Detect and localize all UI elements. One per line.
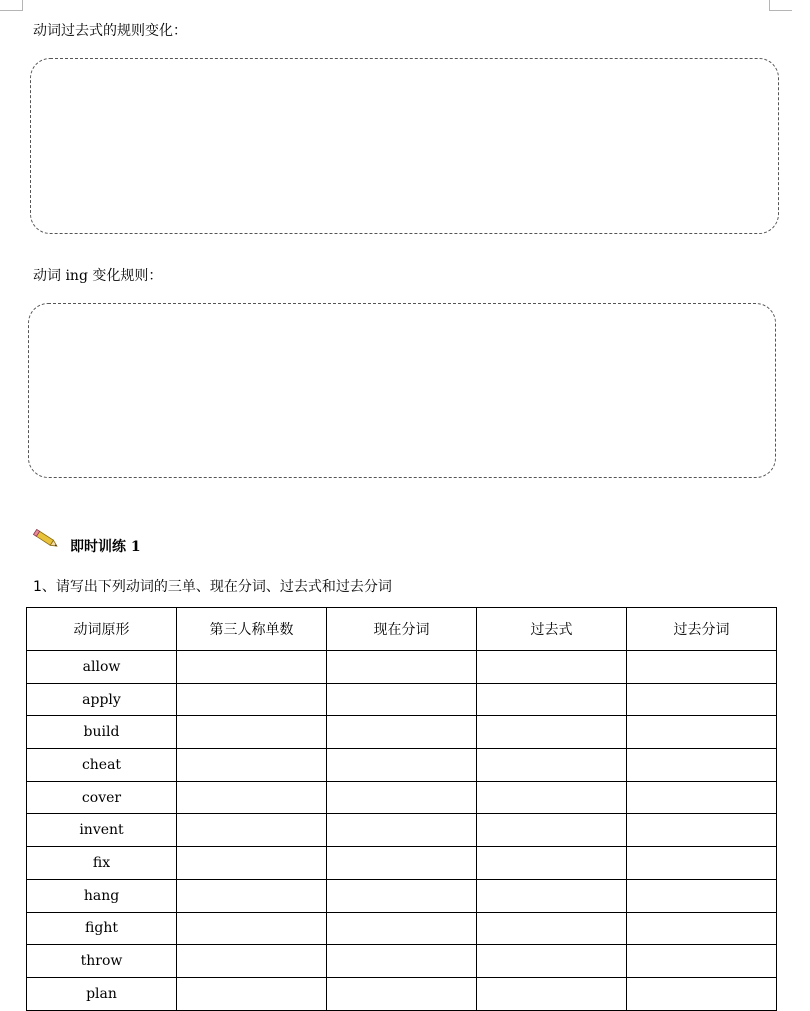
ing-rules-heading-suffix: 变化规则： — [87, 268, 163, 284]
third-person-singular-answer-cell[interactable] — [177, 749, 327, 782]
verb-base-form-cell: cover — [27, 781, 177, 814]
past-participle-answer-cell[interactable] — [627, 977, 777, 1010]
present-participle-answer-cell[interactable] — [327, 945, 477, 978]
verb-base-form-cell: fix — [27, 847, 177, 880]
ing-rules-heading — [33, 267, 162, 285]
table-row — [27, 912, 777, 945]
past-tense-answer-cell[interactable] — [477, 912, 627, 945]
table-row — [27, 945, 777, 978]
present-participle-answer-cell[interactable] — [327, 651, 477, 684]
past-participle-answer-cell[interactable] — [627, 945, 777, 978]
third-person-singular-answer-cell[interactable] — [177, 814, 327, 847]
third-person-singular-answer-cell[interactable] — [177, 912, 327, 945]
third-person-singular-answer-cell[interactable] — [177, 781, 327, 814]
past-participle-answer-cell[interactable] — [627, 749, 777, 782]
past-tense-answer-cell[interactable] — [477, 879, 627, 912]
past-participle-answer-cell[interactable] — [627, 716, 777, 749]
past-participle-answer-cell[interactable] — [627, 683, 777, 716]
past-participle-answer-cell[interactable] — [627, 847, 777, 880]
table-row — [27, 749, 777, 782]
verb-base-form-cell: allow — [27, 651, 177, 684]
past-tense-answer-cell[interactable] — [477, 814, 627, 847]
table-row — [27, 879, 777, 912]
past-tense-answer-cell[interactable] — [477, 716, 627, 749]
table-header-row — [27, 608, 777, 651]
third-person-singular-answer-cell[interactable] — [177, 879, 327, 912]
present-participle-answer-cell[interactable] — [327, 977, 477, 1010]
present-participle-answer-cell[interactable] — [327, 814, 477, 847]
third-person-singular-answer-cell[interactable] — [177, 651, 327, 684]
table-row — [27, 683, 777, 716]
past-participle-answer-cell[interactable] — [627, 912, 777, 945]
third-person-singular-answer-cell[interactable] — [177, 945, 327, 978]
table-row — [27, 847, 777, 880]
verb-forms-table — [26, 607, 777, 1011]
verb-base-form-cell: hang — [27, 879, 177, 912]
table-row — [27, 781, 777, 814]
present-participle-answer-cell[interactable] — [327, 683, 477, 716]
past-tense-answer-cell[interactable] — [477, 749, 627, 782]
section-title — [70, 536, 141, 556]
present-participle-answer-cell[interactable] — [327, 879, 477, 912]
verb-base-form-cell: cheat — [27, 749, 177, 782]
present-participle-answer-cell[interactable] — [327, 912, 477, 945]
table-row — [27, 716, 777, 749]
past-tense-rules-heading: 动词过去式的规则变化： — [33, 23, 187, 39]
verb-base-form-cell: throw — [27, 945, 177, 978]
ing-rules-heading-prefix: 动词 — [33, 268, 66, 284]
verb-base-form-cell: plan — [27, 977, 177, 1010]
past-tense-answer-cell[interactable] — [477, 977, 627, 1010]
section-title-number: 1 — [130, 539, 141, 555]
third-person-singular-answer-cell[interactable] — [177, 847, 327, 880]
ing-rules-box[interactable] — [28, 303, 776, 478]
past-tense-answer-cell[interactable] — [477, 651, 627, 684]
present-participle-answer-cell[interactable] — [327, 749, 477, 782]
verb-base-form-cell: invent — [27, 814, 177, 847]
third-person-singular-answer-cell[interactable] — [177, 683, 327, 716]
third-person-singular-answer-cell[interactable] — [177, 716, 327, 749]
header-past-tense: 过去式 — [477, 608, 627, 651]
page-corner-mark-left — [0, 0, 23, 11]
present-participle-answer-cell[interactable] — [327, 781, 477, 814]
pencil-icon — [33, 528, 59, 550]
header-past-participle: 过去分词 — [627, 608, 777, 651]
header-present-participle: 现在分词 — [327, 608, 477, 651]
verb-base-form-cell: apply — [27, 683, 177, 716]
header-third-person-singular: 第三人称单数 — [177, 608, 327, 651]
table-body — [27, 651, 777, 1011]
verb-base-form-cell: build — [27, 716, 177, 749]
header-base-form: 动词原形 — [27, 608, 177, 651]
verb-base-form-cell: fight — [27, 912, 177, 945]
exercise-instruction: 1、请写出下列动词的三单、现在分词、过去式和过去分词 — [33, 579, 392, 595]
past-participle-answer-cell[interactable] — [627, 814, 777, 847]
past-tense-answer-cell[interactable] — [477, 847, 627, 880]
present-participle-answer-cell[interactable] — [327, 716, 477, 749]
table-row — [27, 651, 777, 684]
page-corner-mark-right — [769, 0, 792, 11]
section-title-text: 即时训练 — [70, 539, 126, 555]
third-person-singular-answer-cell[interactable] — [177, 977, 327, 1010]
past-tense-answer-cell[interactable] — [477, 945, 627, 978]
table-row — [27, 977, 777, 1010]
past-participle-answer-cell[interactable] — [627, 651, 777, 684]
past-participle-answer-cell[interactable] — [627, 879, 777, 912]
past-tense-answer-cell[interactable] — [477, 683, 627, 716]
ing-rules-heading-word: ing — [65, 268, 88, 284]
past-tense-answer-cell[interactable] — [477, 781, 627, 814]
present-participle-answer-cell[interactable] — [327, 847, 477, 880]
past-participle-answer-cell[interactable] — [627, 781, 777, 814]
table-row — [27, 814, 777, 847]
past-tense-rules-box[interactable] — [30, 58, 779, 234]
